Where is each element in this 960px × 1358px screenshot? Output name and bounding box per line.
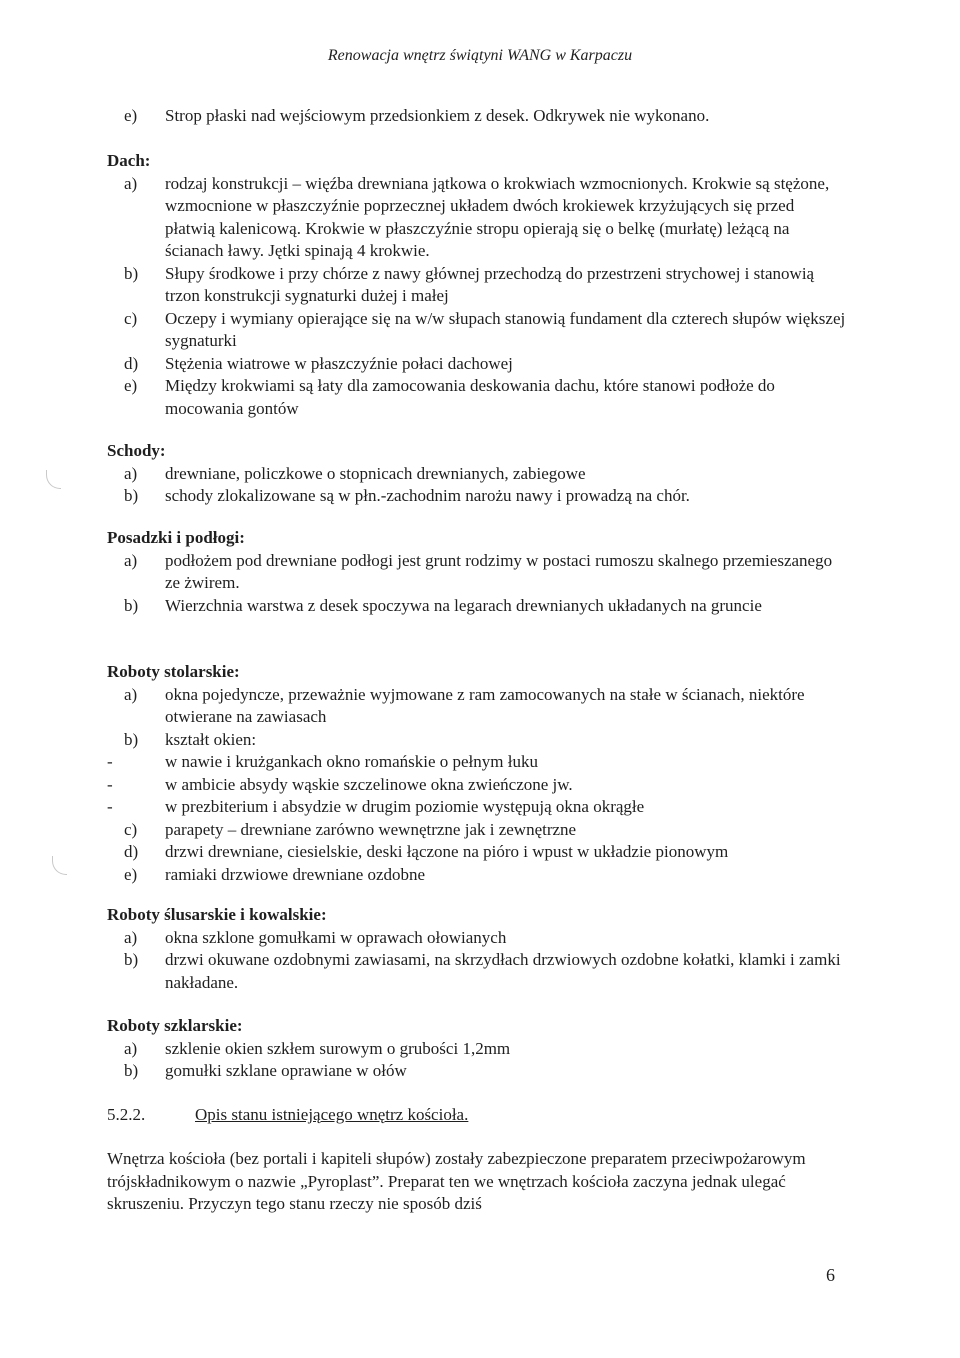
list-item (107, 173, 847, 263)
item-text: podłożem pod drewniane podłogi jest grunt rodzimy w postaci rumoszu skalnego przemieszanego ze żwirem. (165, 550, 833, 592)
item-text: drewniane, policzkowe o stopnicach drewnianych, zabiegowe (165, 463, 586, 483)
item-marker: a) (124, 927, 138, 947)
running-header: Renowacja wnętrz świątyni WANG w Karpaczu (327, 47, 633, 64)
list-item (107, 375, 847, 420)
list-item (107, 1038, 847, 1061)
item-text: okna szklone gomułkami w oprawach ołowianych (165, 927, 507, 947)
scan-mark (46, 470, 61, 489)
item-text: ramiaki drzwiowe drewniane ozdobne (165, 864, 426, 884)
list-item (107, 864, 847, 887)
item-text: gomułki szklane oprawiane w ołów (165, 1061, 407, 1080)
item-marker: b) (124, 263, 139, 283)
section-schody (107, 440, 847, 508)
section-slusarskie (107, 904, 847, 994)
list-item (107, 774, 847, 797)
section-dach (107, 150, 847, 420)
item-text: Stężenia wiatrowe w płaszczyźnie połaci dachowej (165, 353, 513, 373)
item-marker: c) (124, 308, 138, 328)
item-marker: e) (124, 864, 138, 884)
page-number: 6 (826, 1265, 835, 1285)
item-text: szklenie okien szkłem surowym o grubości 1,2mm (165, 1038, 511, 1058)
section-posadzki (107, 527, 847, 617)
item-marker: b) (124, 595, 139, 615)
item-marker: - (107, 752, 113, 771)
item-text: Oczepy i wymiany opierające się na w/w słupach stanowią fundament dla czterech słupów większej sygnaturki (165, 308, 846, 350)
item-text: Wierzchnia warstwa z desek spoczywa na legarach drewnianych układanych na gruncie (165, 595, 762, 615)
list-item (107, 1060, 847, 1083)
item-text: rodzaj konstrukcji – więźba drewniana jątkowa o krokwiach wzmocnionych. Krokwie są stężone, wzmocnione w płaszczyźnie poprzecznej układem dwóch krokiewek krzyżujących się przed płatwią kalenicową. Krokwie w płaszczyźnie stropu opierają się o belkę (murłatę) leżącą na ścianach ławy. Jętki spinają 4 krokwie. (165, 173, 830, 260)
item-marker: a) (124, 173, 138, 193)
list-item (107, 796, 847, 819)
list-item (107, 308, 847, 353)
list-item (107, 550, 847, 595)
item-text: Między krokwiami są łaty dla zamocowania deskowania dachu, które stanowi podłoże do mocowania gontów (165, 376, 775, 418)
subsection-heading (107, 1104, 847, 1127)
list-item (107, 105, 847, 128)
item-text: drzwi drewniane, ciesielskie, deski łączone na pióro i wpust w układzie pionowym (165, 842, 729, 861)
item-text: w ambicie absydy wąskie szczelinowe okna zwieńczone jw. (165, 774, 573, 794)
item-text: drzwi okuwane ozdobnymi zawiasami, na skrzydłach drzwiowych ozdobne kołatki, klamki i zamki nakładane. (165, 950, 841, 992)
section-heading: Roboty ślusarskie i kowalskie: (107, 905, 327, 924)
item-marker: - (107, 774, 113, 794)
section-heading: Roboty szklarskie: (107, 1016, 243, 1035)
item-text: okna pojedyncze, przeważnie wyjmowane z ram zamocowanych na stałe w ścianach, niektóre otwierane na zawiasach (165, 684, 805, 726)
item-marker: d) (124, 353, 139, 373)
item-marker: e) (124, 376, 138, 395)
item-marker: a) (124, 463, 138, 483)
list-item (107, 751, 847, 774)
item-text: schody zlokalizowane są w płn.-zachodnim narożu nawy i prowadzą na chór. (165, 486, 690, 505)
list-item (107, 485, 847, 508)
item-text: w prezbiterium i absydzie w drugim poziomie występują okna okrągłe (165, 797, 645, 816)
scan-mark (52, 856, 67, 875)
item-text: Strop płaski nad wejściowym przedsionkiem z desek. Odkrywek nie wykonano. (165, 106, 710, 125)
item-text: Słupy środkowe i przy chórze z nawy głównej przechodzą do przestrzeni strychowej i stanowią trzon konstrukcji sygnaturki dużej i małej (165, 263, 815, 305)
item-marker: c) (124, 819, 138, 839)
item-marker: d) (124, 842, 139, 861)
list-item (107, 729, 847, 752)
list-item (107, 353, 847, 376)
item-text: w nawie i krużgankach okno romańskie o pełnym łuku (165, 752, 538, 771)
list-item (107, 949, 847, 994)
item-marker: a) (124, 1038, 138, 1058)
list-item (107, 263, 847, 308)
item-marker: a) (124, 550, 138, 570)
list-item (107, 927, 847, 950)
item-marker: b) (124, 1061, 139, 1080)
intro-block (107, 105, 847, 128)
closing-paragraph: Wnętrza kościoła (bez portali i kapiteli słupów) zostały zabezpieczone preparatem przeciwpożarowym trójskładnikowym o nazwie „Pyroplast”. Preparat ten we wnętrzach kościoła zaczyna jednak ulegać skruszeniu. Przyczyn tego stanu rzeczy nie sposób dziś (107, 1149, 806, 1213)
list-item (107, 463, 847, 486)
subsection-title: Opis stanu istniejącego wnętrz kościoła. (195, 1105, 469, 1124)
list-item (107, 819, 847, 842)
list-item (107, 684, 847, 729)
list-item (107, 595, 847, 618)
section-heading: Posadzki i podłogi: (107, 528, 245, 547)
item-text: parapety – drewniane zarówno wewnętrzne jak i zewnętrzne (165, 819, 577, 839)
item-marker: a) (124, 684, 138, 704)
list-item (107, 841, 847, 864)
item-text: kształt okien: (165, 729, 257, 749)
subsection-number: 5.2.2. (107, 1105, 146, 1124)
section-heading: Schody: (107, 441, 166, 460)
section-stolarskie (107, 661, 847, 886)
section-szklarskie (107, 1015, 847, 1083)
item-marker: b) (124, 486, 139, 505)
item-marker: b) (124, 729, 139, 749)
item-marker: - (107, 797, 113, 816)
item-marker: b) (124, 950, 139, 969)
item-marker: e) (124, 106, 138, 125)
section-heading: Dach: (107, 151, 151, 170)
section-heading: Roboty stolarskie: (107, 662, 240, 681)
